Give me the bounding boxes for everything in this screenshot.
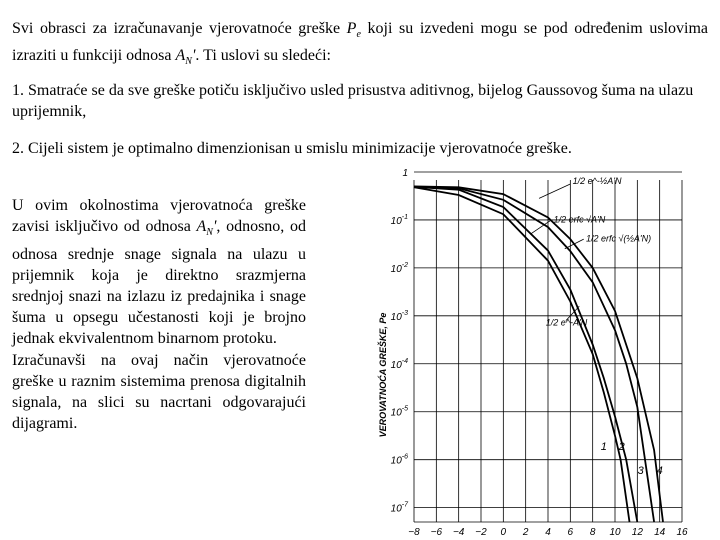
error-probability-chart: [370, 160, 720, 540]
y-tick-exponent: -4: [401, 357, 408, 365]
x-tick-label: −2: [475, 527, 487, 538]
pe-symbol: $P_e$: [346, 20, 361, 41]
x-tick-label: −6: [430, 527, 443, 538]
intro-text-a: Svi obrasci za izračunavanje vjerovatnoće greške: [12, 20, 347, 37]
y-tick-exponent: -7: [401, 501, 408, 509]
y-tick-label: $10^{-6}$: [390, 453, 408, 467]
x-tick-labels: [408, 527, 688, 538]
side-paragraph: [12, 195, 306, 434]
x-tick-label: 8: [589, 527, 596, 538]
y-tick-label: $10^{-1}$: [390, 213, 408, 227]
y-tick-exponent: -1: [401, 213, 408, 221]
x-tick-label: 0: [500, 527, 507, 538]
y-tick-label: $10^{-7}$: [390, 501, 408, 515]
y-tick-label: $10^{-3}$: [390, 309, 408, 323]
y-tick-exponent: -2: [401, 261, 408, 269]
formula-annotation-3: 1/2 erfc √(½A'N): [585, 233, 652, 244]
intro-text-c: . Ti uslovi su sledeći:: [195, 47, 331, 65]
x-tick-label: 12: [631, 527, 643, 538]
x-tick-label: 10: [609, 527, 621, 538]
y-tick-exponent: -6: [401, 453, 408, 461]
y-tick-exponent: -3: [401, 309, 408, 317]
curve-label-4: 4: [656, 465, 663, 478]
y-tick-labels: [391, 168, 409, 515]
formula-annotation-4: 1/2 e^-A'N: [545, 317, 588, 328]
formula-annotation-1: 1/2 e^-½A'N: [572, 175, 622, 186]
an-symbol: $A_N'$: [175, 47, 196, 68]
y-tick-label: $10^{-5}$: [390, 405, 408, 419]
x-tick-label: 2: [522, 527, 529, 538]
y-tick-label: 1: [402, 168, 408, 179]
curve-label-3: 3: [637, 465, 644, 478]
y-tick-label: $10^{-2}$: [390, 261, 408, 275]
condition-item-1: 1. Smatraće se da sve greške potiču isključivo usled prisustva aditivnog, bijelog Gaussovog šuma na ulazu uprijemnik,: [12, 82, 694, 120]
x-tick-label: 16: [676, 527, 688, 538]
curve-label-1: 1: [600, 441, 607, 454]
y-tick-exponent: -5: [401, 405, 408, 413]
x-tick-label: 4: [545, 527, 551, 538]
y-tick-label: $10^{-4}$: [390, 357, 408, 371]
intro-text-b: koji su izvedeni mogu se pod određenim uslovima izraziti u funkciji odnosa: [12, 20, 709, 65]
condition-item-2: 2. Cijeli sistem je optimalno dimenzionisan u smislu minimizacije vjerovatnoće greške.: [12, 140, 572, 157]
x-tick-label: −8: [408, 527, 420, 538]
curve-label-2: 2: [618, 441, 625, 454]
x-tick-label: 14: [654, 527, 666, 538]
side-text-b: , odnosno, od odnosa srednje snage signala na ulazu u prijemnik koja je direktno srazmjerna srednjoj snazi na izlazu iz predajnika i snage šuma u opsegu učestanosti koji je brojno jednak ekvivalentnom binarnom protoku.: [12, 218, 306, 348]
y-axis-label: VEROVATNOĆA GREŠKE, Pe: [378, 312, 388, 438]
x-tick-label: 6: [567, 527, 574, 538]
side-text-c: Izračunavši na ovaj način vjerovatnoće greške u raznim sistemima prenosa digitalnih signala, na slici su nacrtani odgovarajući dijagrami.: [12, 351, 306, 433]
annotation-leader: [565, 239, 584, 249]
an-symbol-side: $A_N'$: [196, 218, 217, 239]
annotation-leader: [539, 184, 570, 198]
intro-paragraph: [12, 18, 708, 72]
formula-annotation-2: 1/2 erfc √A'N: [553, 214, 606, 225]
side-text-a: U ovim okolnostima vjerovatnoća greške zavisi isključivo od odnosa: [12, 197, 306, 236]
x-tick-label: −4: [452, 527, 465, 538]
